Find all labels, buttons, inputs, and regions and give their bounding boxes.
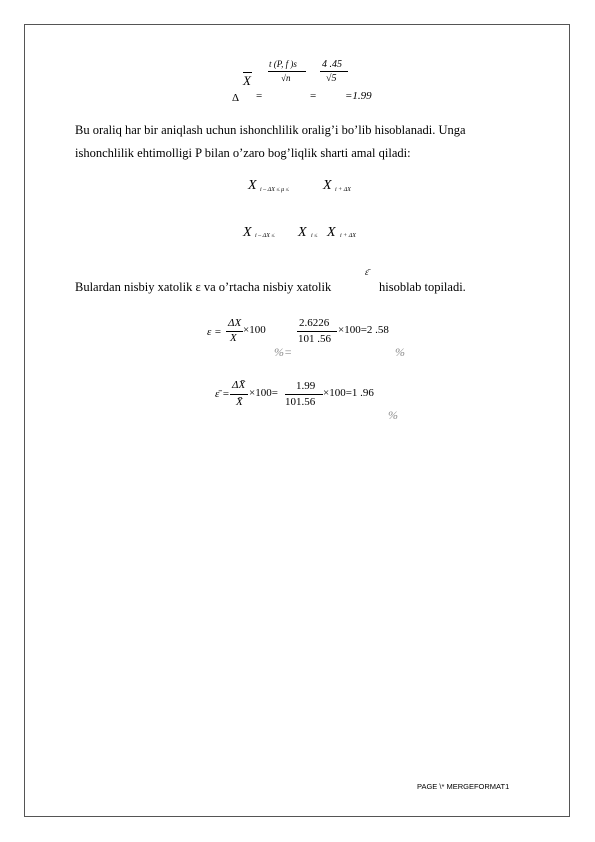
equals-sign: = — [310, 90, 317, 102]
inequality-text: i + ΔX — [340, 233, 356, 239]
fraction1-numerator: t (P, f )s — [269, 59, 297, 69]
x-symbol: X — [298, 225, 307, 240]
fraction-numerator: 1.99 — [296, 380, 316, 392]
fraction-bar — [297, 331, 337, 332]
percent-sign: % — [395, 345, 405, 359]
equation-lhs: ε = — [207, 326, 222, 338]
fraction1-denominator: √n — [281, 73, 291, 83]
percent-sign: % — [388, 408, 398, 422]
equation-tail: ×100=1 .96 — [323, 387, 374, 399]
x-symbol: X — [323, 178, 332, 193]
x-bar-overline — [243, 72, 252, 73]
paragraph-line: ishonchlilik ehtimolligi P bilan o’zaro bog’liqlik sharti amal qiladi: — [75, 146, 411, 160]
times-hundred: ×100= — [249, 387, 278, 399]
fraction1-bar — [268, 71, 306, 72]
page-footer: PAGE \* MERGEFORMAT1 — [417, 782, 510, 791]
equation-lhs: ε̄ = — [215, 388, 230, 400]
equation-result: =1.99 — [345, 90, 372, 102]
fraction-denominator: X — [230, 332, 237, 344]
x-bar-symbol: X — [243, 73, 251, 88]
inequality-text: i – ΔX ≤ μ ≤ — [260, 187, 289, 193]
fraction-numerator: 2.6226 — [299, 317, 330, 329]
fraction-bar — [285, 394, 323, 395]
fraction-denominator: 101.56 — [285, 396, 316, 408]
x-symbol: X — [327, 225, 336, 240]
x-symbol: X — [248, 178, 257, 193]
inequality-text: i – ΔX ≤ — [255, 233, 275, 239]
fraction-denominator: X̄ — [236, 396, 243, 408]
fraction-bar — [230, 394, 248, 395]
percent-equals: %= — [274, 345, 293, 359]
equation-tail: ×100=2 .58 — [338, 324, 389, 336]
inequality-text: i ≤ — [311, 233, 318, 239]
delta-symbol: Δ — [232, 92, 240, 104]
x-symbol: X — [243, 225, 252, 240]
fraction2-numerator: 4 .45 — [322, 59, 342, 70]
fraction2-denominator: √5 — [326, 73, 337, 84]
inequality-text: i + ΔX — [335, 187, 351, 193]
paragraph-line — [75, 280, 331, 295]
paragraph-text: hisoblab topiladi. — [379, 280, 466, 294]
equals-sign: = — [256, 90, 263, 102]
paragraph-line: Bu oraliq har bir aniqlash uchun ishonchlilik oralig’i bo’lib hisoblanadi. Unga — [75, 123, 466, 137]
page-border — [24, 24, 570, 817]
fraction-numerator: ΔX̄ — [232, 379, 246, 391]
paragraph-text: Bulardan nisbiy xatolik ε va o’rtacha nisbiy xatolik — [75, 280, 332, 294]
times-hundred: ×100 — [243, 324, 266, 336]
fraction2-bar — [320, 71, 348, 72]
fraction-denominator: 101 .56 — [298, 333, 331, 345]
epsilon-bar-symbol: ε̄ — [365, 267, 369, 277]
fraction-numerator: ΔX — [228, 317, 242, 329]
